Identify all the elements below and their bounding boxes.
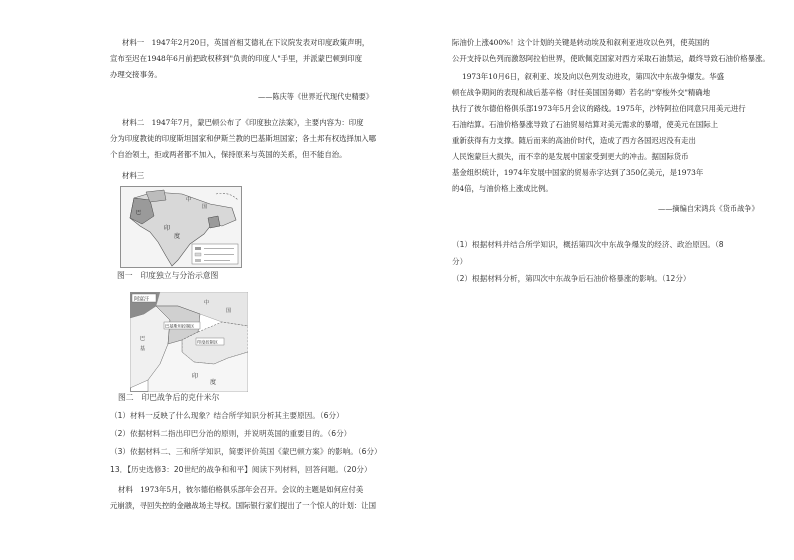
kashmir-map xyxy=(130,292,248,392)
right-line-7: 重新获得有力支撑。随后而来的高油价时代，造成了西方各国迟迟没有走出 xyxy=(452,136,696,145)
map2-label-zhong: 中 xyxy=(204,300,210,306)
question-13-heading: 13．【历史选修3：20世纪的战争和和平】阅读下列材料，回答问题。（20分） xyxy=(110,465,372,474)
map1-label-du: 度 xyxy=(174,233,181,240)
right-line-1: 际油价上涨400%！这个计划的关键是转动埃及和叙利亚进攻以色列，使英国的 xyxy=(452,38,710,47)
question-13-2: （2）根据材料分析，第四次中东战争后石油价格暴涨的影响。（12分） xyxy=(452,274,691,283)
map2-label-pak-control: 巴基斯坦控制区 xyxy=(165,323,195,329)
material-1-line-1: 材料一 1947年2月20日，英国首相艾德礼在下议院发表对印度政策声明， xyxy=(122,38,370,47)
right-line-6: 石油结算。石油价格暴涨导致了石油贸易结算对美元需求的暴增，使美元在国际上 xyxy=(452,120,719,129)
map-legend xyxy=(192,244,238,264)
map2-label-guo: 国 xyxy=(226,308,232,314)
material-last-line-2: 元崩溃，寻回失控的金融战场主导权。国际银行家们提出了一个惊人的计划：让国 xyxy=(110,501,377,510)
left-column xyxy=(20,0,380,560)
material-1-line-3: 办理交接事务。 xyxy=(110,70,162,79)
question-3: （3）依据材料二、三和所学知识，简要评价英国《蒙巴顿方案》的影响。（6分） xyxy=(110,447,382,456)
map2-label-ba: 巴 xyxy=(140,336,146,342)
right-column xyxy=(412,0,772,560)
map2-label-du: 度 xyxy=(210,379,217,386)
right-line-2: 公开支持以色列而激怒阿拉伯世界，使欧佩克国家对西方采取石油禁运，最终导致石油价格暴涨。 xyxy=(452,54,770,63)
material-last-line-1: 材料 1973年5月，彼尔德伯格俱乐部年会召开。会议的主题是如何应付美 xyxy=(118,485,364,494)
question-1: （1）材料一反映了什么现象？结合所学知识分析其主要原因。（6分） xyxy=(110,411,344,420)
right-line-10: 的4倍，与油价格上涨成比例。 xyxy=(452,184,553,193)
material-1-source: ——陈庆等《世界近代现代史精要》 xyxy=(258,92,374,101)
material-2-line-3: 个自治领土，拒或两者都不加入，保持原来与英国的关系，但不能自治。 xyxy=(110,150,347,159)
map1-label-guo: 国 xyxy=(202,204,208,210)
right-line-4: 顿在战争期间的表现和战后基辛格（时任美国国务卿）若名的"穿梭外交"精确地 xyxy=(452,88,711,97)
map2-label-ji: 基 xyxy=(140,346,146,352)
question-13-1: （1）根据材料并结合所学知识，概括第四次中东战争爆发的经济、政治原因。（8 xyxy=(452,240,724,249)
right-source: ——摘编自宋鸿兵《货币战争》 xyxy=(658,204,759,213)
right-line-3: 1973年10月6日，叙利亚、埃及向以色列发动进攻，第四次中东战争爆发。华盛 xyxy=(462,72,725,81)
map-1-caption: 图一 印度独立与分治示意图 xyxy=(117,271,219,280)
map1-label-ba: 巴 xyxy=(136,210,142,216)
right-line-8: 人民饱蒙巨大损失，而不幸的是发展中国家受到更大的冲击。据国际货币 xyxy=(452,152,689,161)
question-2: （2）依据材料二指出印巴分治的原则，并说明英国的重要目的。（6分） xyxy=(110,429,352,438)
india-partition-map xyxy=(120,186,242,268)
material-1-line-2: 宣布至迟在1948年6月前把政权移到"负责的印度人"手里，并派蒙巴顿到印度 xyxy=(110,54,363,63)
map-2-caption: 图二 印巴战争后的克什米尔 xyxy=(118,393,220,402)
map2-label-yin: 印 xyxy=(192,373,199,380)
question-13-1-cont: 分） xyxy=(452,257,468,266)
map2-label-afghanistan: 阿富汗 xyxy=(134,296,150,303)
map2-label-india-control: 印度控制区 xyxy=(197,339,218,345)
material-2-line-2: 分为印度教徒的印度斯坦国家和伊斯兰教的巴基斯坦国家；各土邦有权选择加入哪 xyxy=(110,134,377,143)
material-3-label: 材料三 xyxy=(122,171,145,180)
right-line-9: 基金组织统计，1974年发展中国家的贸易赤字达到了350亿美元，是1973年 xyxy=(452,168,704,177)
map1-label-zhong: 中 xyxy=(186,197,192,203)
material-2-line-1: 材料二 1947年7月，蒙巴顿公布了《印度独立法案》，主要内容为：印度 xyxy=(122,118,364,127)
east-pakistan-region xyxy=(208,216,220,228)
map1-label-yin: 印 xyxy=(164,225,171,232)
right-line-5: 执行了彼尔德伯格俱乐部1973年5月会议的路线。1975年，沙特阿拉伯同意只用美元进行 xyxy=(452,104,746,113)
